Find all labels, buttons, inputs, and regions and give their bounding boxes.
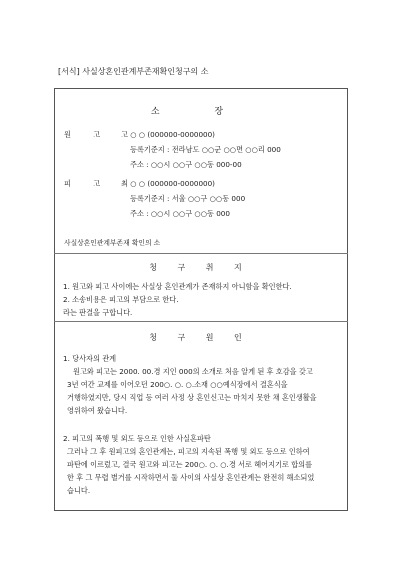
plaintiff-role: 원 고	[64, 130, 111, 139]
claim-cause-title: 청 구 원 인	[149, 333, 251, 342]
section-line: 파탄에 이르렀고, 결국 원고와 피고는 200○. ○. ○.경 서로 헤어지기로 합의를	[67, 460, 313, 469]
plaintiff-address: 주소 : ○○시 ○○구 ○○동 000-00	[130, 160, 242, 169]
claim-cause-section-2	[63, 432, 345, 497]
claim-purpose-title: 청 구 취 지	[149, 263, 251, 272]
defendant-role: 피 고	[64, 179, 111, 188]
section-line: 거행하였지만, 당시 직업 등 여러 사정 상 혼인신고는 마치지 못한 채 혼인생활을	[67, 393, 317, 402]
document-title: [서식] 사실상혼인관계부존재확인청구의 소	[58, 67, 209, 76]
complaint-title: 소 장	[150, 107, 250, 117]
claim-cause-divider	[54, 321, 348, 322]
section-heading: 2. 피고의 폭행 및 외도 등으로 인한 사실혼파탄	[63, 434, 211, 443]
case-name: 사실상혼인관계부존재 확인의 소	[64, 239, 161, 247]
claim-cause-section-1	[63, 352, 345, 417]
plaintiff-registry: 등록기준지 : 전라남도 ○○군 ○○면 ○○리 000	[130, 145, 281, 154]
claim-purpose-divider	[54, 253, 348, 254]
claim-purpose-list	[63, 280, 345, 319]
section-line: 영위하여 왔습니다.	[67, 406, 128, 415]
claim-purpose-item: 1. 원고와 피고 사이에는 사실상 혼인관계가 존재하지 아니함을 확인한다.	[63, 282, 292, 291]
section-line: 3년 여간 교제를 이어오던 200○. ○. ○.소재 ○○예식장에서 결혼식을	[67, 380, 288, 389]
claim-purpose-closing: 라는 판결을 구합니다.	[63, 308, 133, 317]
claim-purpose-item: 2. 소송비용은 피고의 부담으로 한다.	[63, 295, 179, 304]
section-line: 원고와 피고는 2000. 00.경 지인 000의 소개로 처음 알게 된 후 호감을 갖고	[73, 367, 313, 376]
plaintiff-name: 고 ○ ○ (000000-0000000)	[121, 130, 215, 139]
section-line: 그러나 그 후 원피고의 혼인관계는, 피고의 지속된 폭행 및 외도 등으로 인하여	[67, 447, 310, 456]
section-line: 한 후 그 무렵 별거를 시작하면서 둘 사이의 사실상 혼인관계는 완전히 해소되었	[67, 473, 315, 482]
section-line: 습니다.	[67, 486, 91, 495]
defendant-address: 주소 : ○○시 ○○구 ○○동 000	[130, 209, 230, 218]
defendant-name: 최 ○ ○ (000000-0000000)	[121, 179, 215, 188]
section-heading: 1. 당사자의 관계	[63, 354, 117, 363]
defendant-registry: 등록기준지 : 서울 ○○구 ○○동 000	[130, 194, 246, 203]
